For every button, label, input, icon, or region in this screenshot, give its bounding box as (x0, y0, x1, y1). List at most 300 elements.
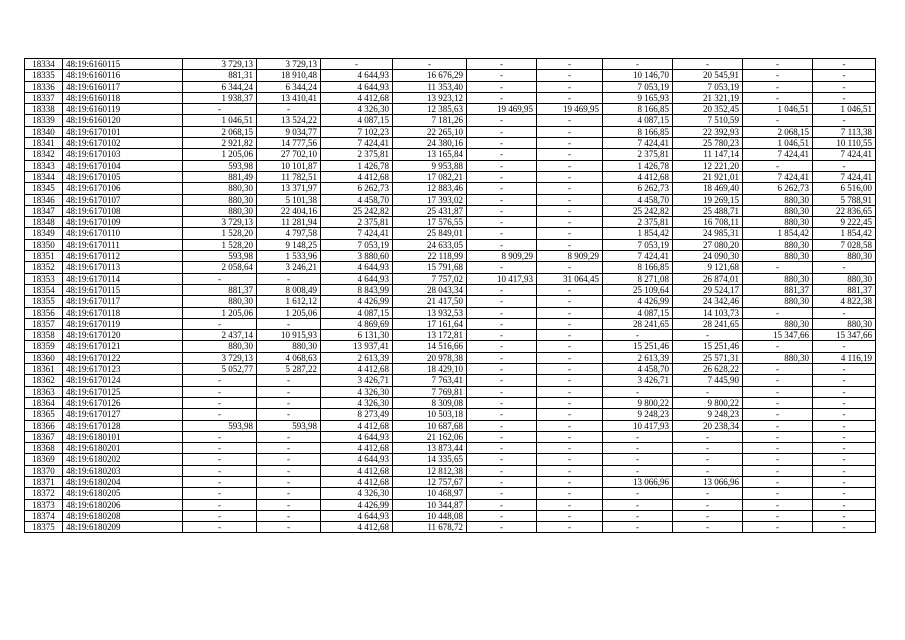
cell-value-1: 880,30 (183, 341, 257, 352)
cell-value-8: 9 121,68 (673, 262, 743, 273)
cell-value-8: 24 985,31 (673, 228, 743, 239)
table-row (25, 262, 876, 273)
cell-value-3: 4 412,68 (321, 364, 393, 375)
cell-value-9: - (743, 375, 813, 386)
cell-value-6: - (537, 70, 603, 81)
cell-cadastral-number: 48:19:6170115 (63, 284, 183, 295)
cell-value-9: - (743, 397, 813, 408)
cell-value-3: 7 053,19 (321, 239, 393, 250)
cell-cadastral-number: 48:19:6180201 (63, 443, 183, 454)
cell-value-6: - (537, 81, 603, 92)
cell-value-10: - (813, 364, 876, 375)
cell-value-4: 17 161,64 (393, 318, 467, 329)
cell-value-1: 881,31 (183, 70, 257, 81)
cell-row-number: 18370 (25, 465, 63, 476)
cell-value-10: - (813, 510, 876, 521)
cell-value-4: 20 978,38 (393, 352, 467, 363)
cell-row-number: 18334 (25, 59, 63, 70)
cell-value-8: - (673, 454, 743, 465)
cell-value-2: 4 068,63 (257, 352, 321, 363)
cell-value-10: - (813, 70, 876, 81)
cell-value-9: 880,30 (743, 296, 813, 307)
cell-value-10: 4 116,19 (813, 352, 876, 363)
cell-value-6: - (537, 476, 603, 487)
cell-value-9: 880,30 (743, 251, 813, 262)
cell-value-8: 22 392,93 (673, 126, 743, 137)
cell-value-9: 1 854,42 (743, 228, 813, 239)
cell-value-10: 7 028,58 (813, 239, 876, 250)
cell-row-number: 18357 (25, 318, 63, 329)
cell-value-9: - (743, 70, 813, 81)
cell-cadastral-number: 48:19:6170111 (63, 239, 183, 250)
cell-value-6: - (537, 443, 603, 454)
cell-value-9: - (743, 454, 813, 465)
cell-value-10: - (813, 443, 876, 454)
cell-value-10: 1 046,51 (813, 104, 876, 115)
cell-value-7: 9 248,23 (603, 409, 673, 420)
cell-value-10: 1 854,42 (813, 228, 876, 239)
cell-value-7: - (603, 510, 673, 521)
cell-value-3: 4 644,93 (321, 262, 393, 273)
cell-value-10: - (813, 160, 876, 171)
cell-value-3: 7 424,41 (321, 228, 393, 239)
cell-value-3: 4 412,68 (321, 465, 393, 476)
cell-row-number: 18367 (25, 431, 63, 442)
cell-value-5: - (467, 171, 537, 182)
cell-value-10: - (813, 409, 876, 420)
cell-value-4: 17 576,55 (393, 217, 467, 228)
cell-value-3: 4 326,30 (321, 488, 393, 499)
cell-value-6: - (537, 194, 603, 205)
cell-value-5: - (467, 488, 537, 499)
cell-value-10: - (813, 499, 876, 510)
table-row (25, 510, 876, 521)
cell-cadastral-number: 48:19:6170110 (63, 228, 183, 239)
cell-value-8: 7 445,90 (673, 375, 743, 386)
cell-cadastral-number: 48:19:6180205 (63, 488, 183, 499)
cell-value-6: - (537, 160, 603, 171)
cell-value-5: - (467, 454, 537, 465)
cell-value-3: 4 644,93 (321, 510, 393, 521)
cell-value-4: 24 633,05 (393, 239, 467, 250)
cell-value-3: 4 869,69 (321, 318, 393, 329)
cell-value-9: 1 046,51 (743, 138, 813, 149)
cell-value-9: - (743, 341, 813, 352)
cell-row-number: 18372 (25, 488, 63, 499)
cell-value-6: - (537, 228, 603, 239)
cell-cadastral-number: 48:19:6160120 (63, 115, 183, 126)
cell-value-5: - (467, 70, 537, 81)
cell-value-3: 4 412,68 (321, 443, 393, 454)
cell-value-1: 1 528,20 (183, 228, 257, 239)
cell-value-8: 25 571,31 (673, 352, 743, 363)
table-row (25, 364, 876, 375)
cell-value-5: - (467, 262, 537, 273)
table-row (25, 194, 876, 205)
cell-value-1: 1 938,37 (183, 92, 257, 103)
cell-value-10: 7 424,41 (813, 149, 876, 160)
cell-value-1: 3 729,13 (183, 352, 257, 363)
cell-value-9: - (743, 488, 813, 499)
cell-value-8: 26 874,01 (673, 273, 743, 284)
cell-value-6: - (537, 386, 603, 397)
cell-value-7: - (603, 488, 673, 499)
cell-row-number: 18364 (25, 397, 63, 408)
cell-value-3: 4 412,68 (321, 522, 393, 533)
cell-cadastral-number: 48:19:6160117 (63, 81, 183, 92)
cell-value-6: - (537, 488, 603, 499)
cell-value-8: 25 780,23 (673, 138, 743, 149)
cell-value-8: - (673, 330, 743, 341)
cell-value-9: 7 424,41 (743, 171, 813, 182)
cell-value-8: 25 488,71 (673, 205, 743, 216)
cell-value-3: 4 644,93 (321, 431, 393, 442)
cell-value-10: - (813, 488, 876, 499)
cell-value-6: - (537, 115, 603, 126)
cell-cadastral-number: 48:19:6170120 (63, 330, 183, 341)
cell-value-4: 13 932,53 (393, 307, 467, 318)
cell-value-2: - (257, 397, 321, 408)
table-row (25, 522, 876, 533)
cell-row-number: 18340 (25, 126, 63, 137)
cell-value-5: - (467, 409, 537, 420)
cell-value-5: - (467, 443, 537, 454)
cell-value-8: - (673, 499, 743, 510)
cell-value-1: 1 205,06 (183, 149, 257, 160)
cell-value-7: 6 262,73 (603, 183, 673, 194)
cell-value-6: - (537, 239, 603, 250)
table-row (25, 251, 876, 262)
table-row (25, 476, 876, 487)
cell-value-7: 7 053,19 (603, 81, 673, 92)
cell-value-10: - (813, 465, 876, 476)
cell-value-7: 28 241,65 (603, 318, 673, 329)
cell-value-5: 8 909,29 (467, 251, 537, 262)
cell-value-2: 10 101,87 (257, 160, 321, 171)
cell-value-6: - (537, 262, 603, 273)
cell-value-4: 10 503,18 (393, 409, 467, 420)
cell-value-2: 9 148,25 (257, 239, 321, 250)
cell-value-1: 593,98 (183, 160, 257, 171)
cell-cadastral-number: 48:19:6170112 (63, 251, 183, 262)
cell-row-number: 18363 (25, 386, 63, 397)
cell-value-9: - (743, 364, 813, 375)
cell-value-8: 24 342,46 (673, 296, 743, 307)
cell-value-5: - (467, 465, 537, 476)
cell-value-6: - (537, 364, 603, 375)
cell-value-7: 4 458,70 (603, 194, 673, 205)
cell-row-number: 18349 (25, 228, 63, 239)
cell-value-1: 881,37 (183, 284, 257, 295)
cell-value-2: - (257, 522, 321, 533)
cell-value-8: - (673, 465, 743, 476)
cell-value-6: - (537, 138, 603, 149)
cell-value-10: 7 113,38 (813, 126, 876, 137)
cell-value-2: 3 246,21 (257, 262, 321, 273)
cell-row-number: 18360 (25, 352, 63, 363)
cell-value-5: - (467, 126, 537, 137)
cell-value-6: - (537, 522, 603, 533)
cell-value-5: - (467, 476, 537, 487)
cell-cadastral-number: 48:19:6170124 (63, 375, 183, 386)
cell-value-8: - (673, 443, 743, 454)
cell-value-8: 28 241,65 (673, 318, 743, 329)
cell-value-4: 7 763,41 (393, 375, 467, 386)
cell-value-1: - (183, 386, 257, 397)
cell-value-5: - (467, 59, 537, 70)
cell-value-6: - (537, 341, 603, 352)
cell-value-6: - (537, 217, 603, 228)
cell-value-1: - (183, 397, 257, 408)
cell-value-4: 7 769,81 (393, 386, 467, 397)
cell-value-9: - (743, 443, 813, 454)
cell-value-4: 9 953,88 (393, 160, 467, 171)
cell-value-9: 15 347,66 (743, 330, 813, 341)
cell-value-4: 11 678,72 (393, 522, 467, 533)
cell-value-7: - (603, 454, 673, 465)
cell-value-6: - (537, 454, 603, 465)
cell-value-9: - (743, 386, 813, 397)
cell-value-2: - (257, 454, 321, 465)
cell-cadastral-number: 48:19:6170126 (63, 397, 183, 408)
cell-value-1: 880,30 (183, 194, 257, 205)
cell-value-10: - (813, 522, 876, 533)
table-row (25, 59, 876, 70)
cell-value-10: 880,30 (813, 251, 876, 262)
cell-row-number: 18346 (25, 194, 63, 205)
cell-value-1: - (183, 318, 257, 329)
cell-value-7: 2 613,39 (603, 352, 673, 363)
table-row (25, 330, 876, 341)
cell-value-3: 4 412,68 (321, 476, 393, 487)
cell-value-4: 24 380,16 (393, 138, 467, 149)
cell-value-4: 12 385,63 (393, 104, 467, 115)
cell-value-2: - (257, 104, 321, 115)
table-row (25, 443, 876, 454)
table-row (25, 318, 876, 329)
cell-value-1: 593,98 (183, 251, 257, 262)
cell-value-3: 7 102,23 (321, 126, 393, 137)
cell-cadastral-number: 48:19:6170103 (63, 149, 183, 160)
cell-value-2: - (257, 499, 321, 510)
table-row (25, 499, 876, 510)
cell-value-2: 18 910,48 (257, 70, 321, 81)
cell-value-9: 880,30 (743, 194, 813, 205)
cell-value-1: 2 058,64 (183, 262, 257, 273)
cell-value-10: - (813, 59, 876, 70)
cell-value-5: - (467, 217, 537, 228)
cell-value-8: - (673, 59, 743, 70)
cell-value-7: 8 271,08 (603, 273, 673, 284)
cell-value-7: 9 165,93 (603, 92, 673, 103)
cell-value-7: 25 242,82 (603, 205, 673, 216)
cell-row-number: 18369 (25, 454, 63, 465)
cell-value-7: - (603, 499, 673, 510)
cell-row-number: 18366 (25, 420, 63, 431)
cell-row-number: 18354 (25, 284, 63, 295)
cell-value-7: 15 251,46 (603, 341, 673, 352)
cell-value-10: 22 836,65 (813, 205, 876, 216)
table-row (25, 149, 876, 160)
cell-cadastral-number: 48:19:6170114 (63, 273, 183, 284)
cell-value-7: 13 066,96 (603, 476, 673, 487)
cell-value-4: 25 431,87 (393, 205, 467, 216)
cell-value-5: - (467, 284, 537, 295)
cell-value-2: 13 410,41 (257, 92, 321, 103)
cell-cadastral-number: 48:19:6180204 (63, 476, 183, 487)
cell-cadastral-number: 48:19:6160116 (63, 70, 183, 81)
cell-value-10: - (813, 341, 876, 352)
cell-value-4: 11 353,40 (393, 81, 467, 92)
cell-value-5: - (467, 92, 537, 103)
cell-value-2: 8 008,49 (257, 284, 321, 295)
cell-value-8: 16 708,11 (673, 217, 743, 228)
cell-value-8: 15 251,46 (673, 341, 743, 352)
cell-value-2: 1 612,12 (257, 296, 321, 307)
cell-row-number: 18374 (25, 510, 63, 521)
cell-value-3: 4 326,30 (321, 397, 393, 408)
cell-value-9: - (743, 81, 813, 92)
cell-value-9: 1 046,51 (743, 104, 813, 115)
cell-value-1: 880,30 (183, 183, 257, 194)
cell-value-10: - (813, 431, 876, 442)
cell-value-5: - (467, 183, 537, 194)
cell-value-1: 593,98 (183, 420, 257, 431)
cell-value-5: - (467, 420, 537, 431)
cell-value-1: 6 344,24 (183, 81, 257, 92)
cell-value-1: 5 052,77 (183, 364, 257, 375)
cell-cadastral-number: 48:19:6170107 (63, 194, 183, 205)
cell-value-4: 13 165,84 (393, 149, 467, 160)
cell-row-number: 18342 (25, 149, 63, 160)
cell-value-2: - (257, 386, 321, 397)
table-row (25, 115, 876, 126)
cell-value-7: 25 109,64 (603, 284, 673, 295)
cell-cadastral-number: 48:19:6170121 (63, 341, 183, 352)
cell-value-6: 31 064,45 (537, 273, 603, 284)
table-row (25, 386, 876, 397)
cell-value-7: - (603, 431, 673, 442)
cell-value-9: - (743, 522, 813, 533)
cell-cadastral-number: 48:19:6170108 (63, 205, 183, 216)
cell-row-number: 18362 (25, 375, 63, 386)
cell-value-2: - (257, 318, 321, 329)
table-row (25, 228, 876, 239)
cell-value-1: 880,30 (183, 205, 257, 216)
table-row (25, 284, 876, 295)
cell-value-8: 29 524,17 (673, 284, 743, 295)
cell-value-4: 14 516,66 (393, 341, 467, 352)
cell-value-4: 21 417,50 (393, 296, 467, 307)
cell-row-number: 18336 (25, 81, 63, 92)
cell-cadastral-number: 48:19:6180206 (63, 499, 183, 510)
cell-value-6: - (537, 296, 603, 307)
cell-value-5: - (467, 115, 537, 126)
cell-value-4: 13 172,81 (393, 330, 467, 341)
cell-value-1: 1 528,20 (183, 239, 257, 250)
cell-value-4: - (393, 59, 467, 70)
cell-value-10: 881,37 (813, 284, 876, 295)
cell-value-1: - (183, 465, 257, 476)
cell-value-3: - (321, 59, 393, 70)
cell-value-4: 10 448,08 (393, 510, 467, 521)
cell-value-1: 2 068,15 (183, 126, 257, 137)
cell-value-6: - (537, 510, 603, 521)
cell-value-2: 3 729,13 (257, 59, 321, 70)
cell-value-2: 22 404,16 (257, 205, 321, 216)
cell-value-6: - (537, 375, 603, 386)
cell-value-1: - (183, 375, 257, 386)
cell-value-3: 4 326,30 (321, 104, 393, 115)
cell-value-5: - (467, 194, 537, 205)
cell-value-2: 5 101,38 (257, 194, 321, 205)
cell-value-7: 4 412,68 (603, 171, 673, 182)
cell-value-4: 8 309,08 (393, 397, 467, 408)
cell-value-3: 1 426,78 (321, 160, 393, 171)
cell-value-10: 7 424,41 (813, 171, 876, 182)
cell-value-6: - (537, 126, 603, 137)
cell-row-number: 18375 (25, 522, 63, 533)
cell-value-8: 14 103,73 (673, 307, 743, 318)
cell-value-10: - (813, 262, 876, 273)
cell-value-1: - (183, 476, 257, 487)
cell-value-7: 8 166,85 (603, 104, 673, 115)
cell-value-1: - (183, 510, 257, 521)
cell-row-number: 18356 (25, 307, 63, 318)
cell-cadastral-number: 48:19:6160115 (63, 59, 183, 70)
cell-value-10: 4 822,38 (813, 296, 876, 307)
cell-value-8: - (673, 386, 743, 397)
cell-value-3: 4 426,99 (321, 499, 393, 510)
table-row (25, 488, 876, 499)
cell-value-3: 4 644,93 (321, 81, 393, 92)
cell-value-2: 11 782,51 (257, 171, 321, 182)
cell-value-8: 12 221,20 (673, 160, 743, 171)
cell-cadastral-number: 48:19:6160118 (63, 92, 183, 103)
cell-value-3: 2 613,39 (321, 352, 393, 363)
cell-value-8: 9 800,22 (673, 397, 743, 408)
cell-value-6: - (537, 307, 603, 318)
cell-value-6: 8 909,29 (537, 251, 603, 262)
table-row (25, 341, 876, 352)
cell-value-7: 1 426,78 (603, 160, 673, 171)
cell-value-3: 25 242,82 (321, 205, 393, 216)
cell-value-9: - (743, 499, 813, 510)
table-row (25, 92, 876, 103)
table-row (25, 126, 876, 137)
cell-value-5: - (467, 239, 537, 250)
cell-value-10: - (813, 397, 876, 408)
cell-row-number: 18359 (25, 341, 63, 352)
cell-value-3: 6 262,73 (321, 183, 393, 194)
cell-value-5: - (467, 81, 537, 92)
cell-cadastral-number: 48:19:6170119 (63, 318, 183, 329)
cell-value-7: 7 053,19 (603, 239, 673, 250)
cell-value-2: - (257, 375, 321, 386)
cell-value-9: 880,30 (743, 273, 813, 284)
cell-cadastral-number: 48:19:6170106 (63, 183, 183, 194)
cell-value-8: 24 090,30 (673, 251, 743, 262)
cell-value-8: 20 238,34 (673, 420, 743, 431)
cell-value-6: - (537, 397, 603, 408)
cell-value-4: 22 265,10 (393, 126, 467, 137)
table-row (25, 307, 876, 318)
cell-value-7: - (603, 522, 673, 533)
cell-value-8: 20 352,45 (673, 104, 743, 115)
cell-value-10: 880,30 (813, 318, 876, 329)
cell-value-9: 880,30 (743, 217, 813, 228)
cell-value-9: - (743, 465, 813, 476)
